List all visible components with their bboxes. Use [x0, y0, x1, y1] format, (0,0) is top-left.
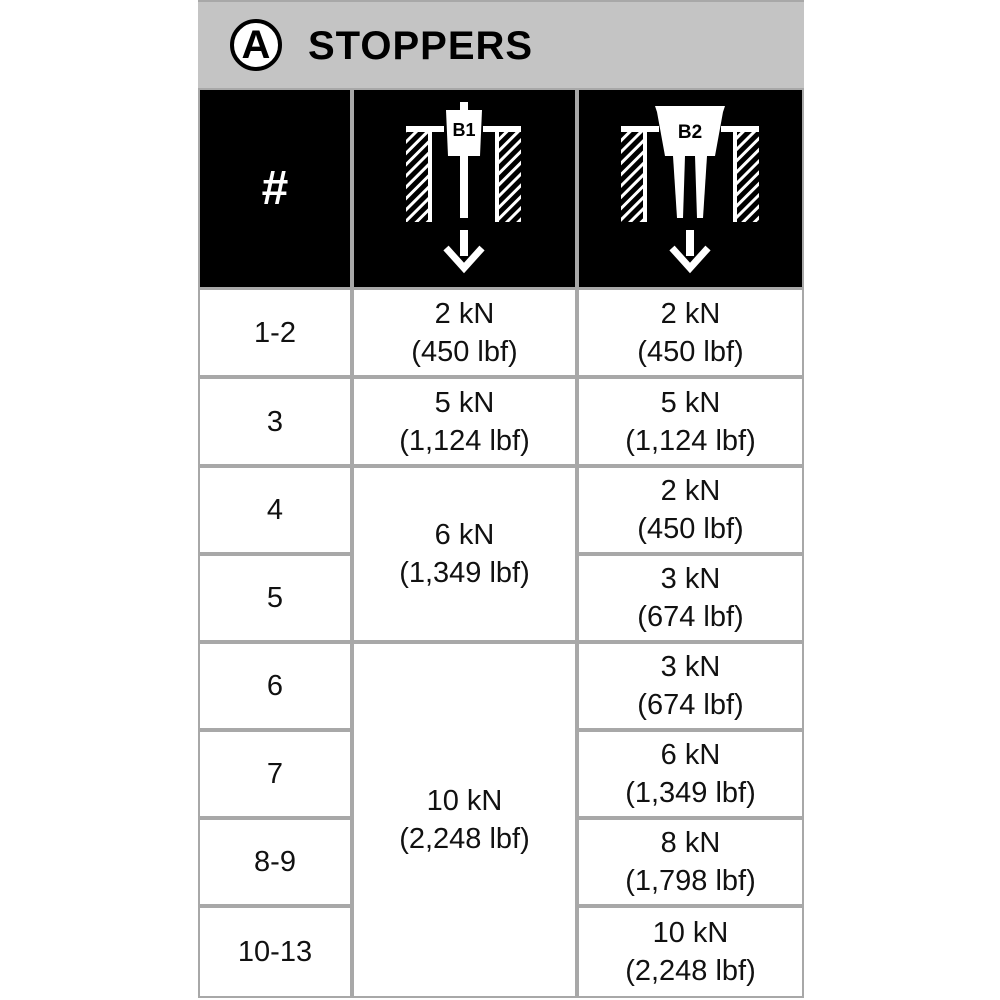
row-number: 8-9 — [254, 846, 296, 878]
row-number: 5 — [266, 582, 284, 614]
b2-value-cell — [579, 379, 802, 464]
value-lbf: (2,248 lbf) — [399, 823, 530, 855]
row-number: 3 — [266, 405, 284, 438]
value-lbf: (1,124 lbf) — [399, 424, 530, 457]
table-row-num — [200, 290, 350, 375]
stopper-b1-icon — [354, 90, 575, 287]
value-kn: 2 kN — [660, 475, 721, 507]
section-badge: A — [230, 19, 282, 71]
value-lbf: (450 lbf) — [637, 513, 744, 545]
table-row-num — [200, 732, 350, 816]
value-kn: 3 kN — [660, 651, 721, 683]
value-lbf: (1,349 lbf) — [399, 557, 530, 589]
value-lbf: (674 lbf) — [637, 689, 744, 721]
row-number: 10-13 — [237, 936, 313, 968]
value-kn: 5 kN — [660, 386, 721, 419]
value-lbf: (1,798 lbf) — [625, 865, 756, 897]
b2-value-cell — [579, 290, 802, 375]
b2-value-cell — [579, 556, 802, 640]
value-kn: 3 kN — [660, 563, 721, 595]
value-kn: 10 kN — [426, 785, 503, 817]
table-row-num — [200, 468, 350, 552]
column-header-number — [200, 90, 350, 287]
value-kn: 8 kN — [660, 827, 721, 859]
column-header-number-label: # — [261, 162, 289, 215]
stoppers-table — [198, 0, 804, 998]
value-kn: 5 kN — [434, 386, 495, 419]
table-row-num — [200, 379, 350, 464]
column-header-b1 — [354, 90, 575, 287]
b1-value-cell — [354, 379, 575, 464]
stopper-b2-icon — [579, 90, 802, 287]
section-title: STOPPERS — [308, 24, 534, 68]
b1-value-cell — [354, 290, 575, 375]
value-kn: 6 kN — [434, 519, 495, 551]
table-row-num — [200, 644, 350, 728]
b2-value-cell — [579, 644, 802, 728]
value-kn: 2 kN — [434, 297, 495, 330]
table-row-num — [200, 820, 350, 904]
table-row-num — [200, 908, 350, 996]
row-number: 4 — [266, 494, 284, 526]
value-lbf: (450 lbf) — [411, 335, 518, 368]
value-lbf: (1,124 lbf) — [625, 424, 756, 457]
table-row-num — [200, 556, 350, 640]
value-lbf: (674 lbf) — [637, 601, 744, 633]
value-kn: 2 kN — [660, 297, 721, 330]
value-kn: 6 kN — [660, 739, 721, 771]
value-lbf: (450 lbf) — [637, 335, 744, 368]
row-number: 7 — [266, 758, 284, 790]
b2-value-cell — [579, 820, 802, 904]
b1-merged-cell — [354, 644, 575, 996]
stopper-b2-label: B2 — [677, 122, 703, 143]
b1-merged-cell — [354, 468, 575, 640]
value-lbf: (2,248 lbf) — [625, 955, 756, 987]
value-kn: 10 kN — [652, 917, 729, 949]
table-header-bar — [198, 0, 804, 88]
row-number: 1-2 — [254, 316, 296, 349]
b2-value-cell — [579, 908, 802, 996]
b2-value-cell — [579, 732, 802, 816]
row-number: 6 — [266, 670, 284, 702]
b2-value-cell — [579, 468, 802, 552]
stopper-b1-label: B1 — [452, 120, 476, 140]
value-lbf: (1,349 lbf) — [625, 777, 756, 809]
column-header-b2 — [579, 90, 802, 287]
